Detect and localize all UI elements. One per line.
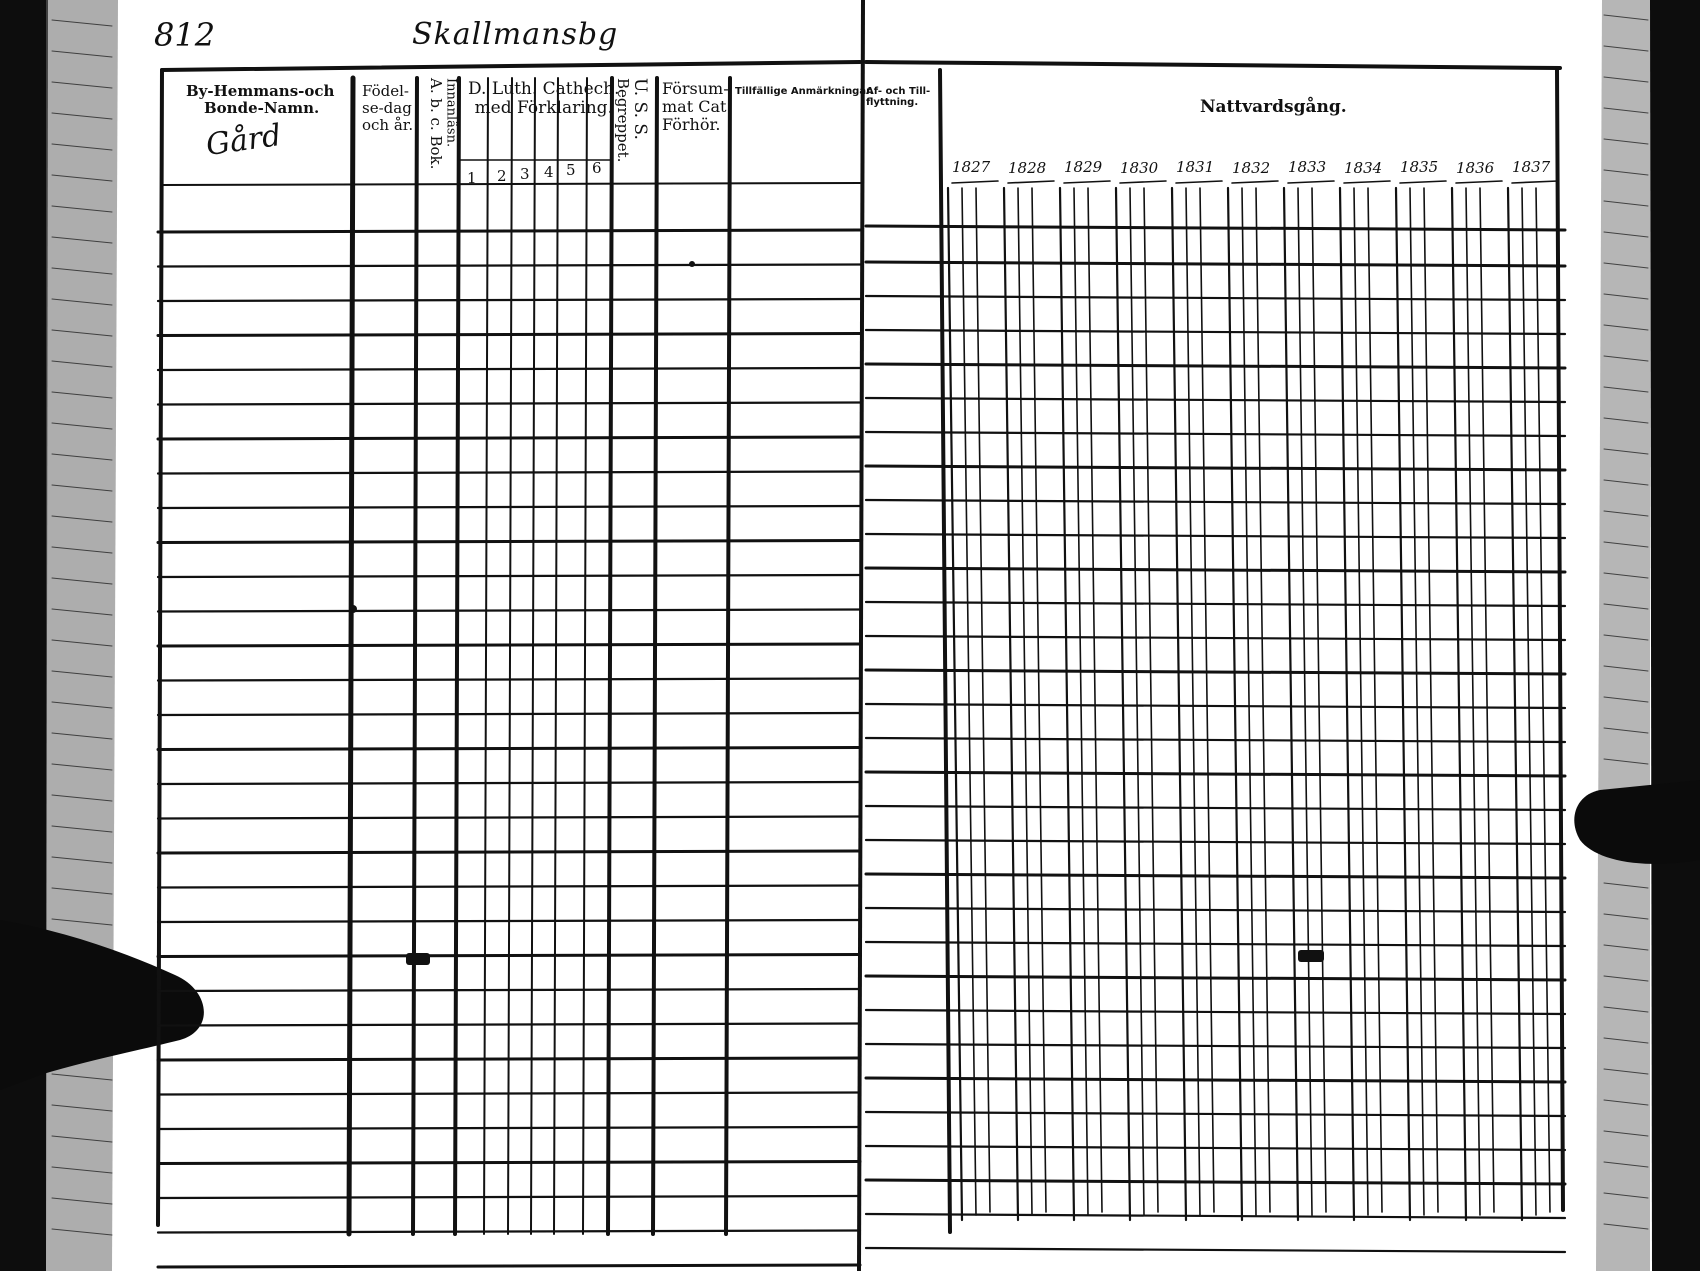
year-subcolumn-rule (1200, 188, 1214, 1212)
ink-blot (1298, 950, 1324, 962)
year-column-rule (1228, 188, 1242, 1220)
row-rule (158, 713, 860, 715)
row-rule (866, 364, 1565, 368)
year-subcolumn-rule (1242, 188, 1256, 1215)
year-underline (952, 181, 998, 183)
year-subcolumn-rule (1032, 188, 1046, 1212)
row-rule (158, 437, 860, 439)
column-rule (531, 78, 535, 1234)
communion-year-label: 1828 (1008, 159, 1047, 177)
row-rule (158, 1265, 860, 1267)
communion-year-label: 1834 (1344, 159, 1383, 177)
header-tillfallige: Tillfällige Anmärkningar. (735, 86, 874, 97)
left-ledger-grid (158, 62, 860, 1271)
year-subcolumn-rule (1130, 188, 1144, 1215)
header-rule (866, 226, 1565, 230)
header-birth-column (362, 83, 413, 133)
year-subcolumn-rule (1144, 188, 1158, 1212)
row-rule (866, 1180, 1565, 1184)
luther-subcolumn-number: 3 (520, 165, 530, 183)
row-rule (158, 575, 860, 577)
year-underline (1120, 181, 1166, 183)
row-rule (158, 782, 860, 784)
header-af-tillflyttning (866, 86, 930, 108)
year-subcolumn-rule (1368, 188, 1382, 1212)
header-birth-line2: se-dag (362, 98, 412, 117)
luther-subcolumn-number: 2 (497, 167, 507, 185)
header-name-line2: Bonde-Namn. (204, 98, 320, 117)
communion-year-label: 1831 (1176, 158, 1215, 176)
header-name-column (186, 83, 334, 117)
year-subcolumn-rule (1088, 188, 1102, 1212)
year-underline (1400, 181, 1446, 183)
header-forsummat-line2: mat Cat. (662, 96, 732, 116)
row-rule (866, 670, 1565, 674)
column-rule (726, 78, 730, 1234)
year-subcolumn-rule (1312, 188, 1326, 1212)
communion-year-label: 1829 (1064, 158, 1103, 176)
column-rule (653, 78, 657, 1234)
communion-year-label: 1836 (1456, 159, 1495, 177)
place-title: Skallmansbg (412, 17, 619, 52)
luther-subcolumn-number: 5 (566, 161, 576, 179)
page-number: 812 (154, 16, 216, 54)
year-underline (1456, 181, 1502, 183)
row-rule (158, 886, 860, 888)
row-rule (158, 679, 860, 681)
row-rule (866, 1078, 1565, 1082)
header-forsummat (662, 80, 732, 134)
year-subcolumn-rule (1466, 188, 1480, 1215)
column-rule (484, 78, 488, 1234)
row-rule (866, 466, 1565, 470)
year-column-rule (1340, 188, 1354, 1220)
year-underline (1344, 181, 1390, 183)
luther-subcolumn-number: 6 (592, 159, 602, 177)
column-rule (583, 78, 587, 1234)
year-column-rule (1060, 188, 1074, 1220)
year-underline (1008, 181, 1054, 183)
row-rule (158, 644, 860, 646)
header-name-line1: By-Hemmans-och (186, 82, 335, 100)
column-rule (608, 78, 612, 1234)
row-rule (866, 1010, 1565, 1014)
header-forsummat-line1: Försum- (662, 79, 729, 98)
row-rule (866, 1044, 1565, 1048)
row-rule (158, 1093, 860, 1095)
row-rule (158, 1024, 860, 1026)
header-birth-line1: Födel- (362, 82, 409, 100)
communion-year-label: 1827 (952, 158, 991, 176)
row-rule (158, 817, 860, 819)
year-subcolumn-rule (1354, 188, 1368, 1215)
year-column-rule (1284, 188, 1298, 1220)
top-border-line (866, 62, 1560, 68)
year-underline (1288, 181, 1334, 183)
year-column-rule (1116, 188, 1130, 1220)
row-rule (158, 1231, 860, 1233)
row-rule (158, 851, 860, 853)
row-rule (866, 602, 1565, 606)
top-border-line (162, 62, 860, 70)
row-rule (158, 1162, 860, 1164)
row-rule (158, 506, 860, 508)
header-luther-line1: D. Luth. Cathech. (468, 79, 620, 99)
year-subcolumn-rule (962, 188, 976, 1215)
year-subcolumn-rule (1298, 188, 1312, 1215)
header-af-line1: Af- och Till- (866, 86, 931, 97)
header-abc-book: A. b. c. Bok. (426, 78, 445, 170)
header-uss: U. S. S. (630, 78, 651, 140)
left-border-line (158, 70, 162, 1225)
row-rule (866, 330, 1565, 334)
row-rule (158, 368, 860, 370)
row-rule (866, 534, 1565, 538)
right-thumb-shadow (1574, 780, 1700, 864)
year-subcolumn-rule (1074, 188, 1088, 1215)
year-subcolumn-rule (1424, 188, 1438, 1212)
row-rule (158, 403, 860, 405)
left-page-stack (46, 0, 118, 1271)
luther-subcolumn-number: 4 (544, 163, 554, 181)
handwritten-gard: Gård (203, 117, 284, 164)
row-rule (158, 1058, 860, 1060)
row-rule (866, 1146, 1565, 1150)
year-subcolumn-rule (1186, 188, 1200, 1215)
header-af-line2: flyttning. (866, 97, 919, 109)
row-rule (158, 299, 860, 301)
right-page-edge (1650, 0, 1700, 1271)
year-subcolumn-rule (1256, 188, 1270, 1212)
year-column-rule (1452, 188, 1466, 1220)
row-rule (866, 908, 1565, 912)
row-rule (866, 636, 1565, 640)
row-rule (866, 942, 1565, 946)
row-rule (158, 989, 860, 991)
row-rule (866, 432, 1565, 436)
row-rule (158, 472, 860, 474)
year-underline (1232, 181, 1278, 183)
row-rule (866, 262, 1565, 266)
year-column-rule (1172, 188, 1186, 1220)
row-rule (866, 1248, 1565, 1252)
year-subcolumn-rule (1536, 188, 1550, 1212)
communion-year-label: 1832 (1232, 159, 1271, 177)
header-forsummat-line3: Förhör. (662, 114, 721, 134)
row-rule (158, 334, 860, 336)
row-rule (866, 1112, 1565, 1116)
communion-year-label: 1835 (1400, 158, 1439, 176)
row-rule (866, 568, 1565, 572)
header-birth-line3: och år. (362, 115, 414, 134)
row-rule (866, 398, 1565, 402)
year-column-rule (1508, 188, 1522, 1220)
luther-subcolumn-number: 1 (467, 169, 477, 187)
ink-dot (689, 261, 695, 267)
communion-year-label: 1830 (1120, 159, 1159, 177)
row-rule (158, 265, 860, 267)
row-rule (866, 296, 1565, 300)
header-luther-catechism (468, 80, 620, 118)
year-subcolumn-rule (1018, 188, 1032, 1215)
row-rule (158, 1127, 860, 1129)
header-begreppet: Begreppet. (613, 78, 632, 163)
row-rule (158, 920, 860, 922)
header-innanlasn: Innanläsn. (443, 78, 459, 148)
header-nattvardsgang: Nattvardsgång. (1200, 97, 1347, 117)
row-rule (866, 1214, 1565, 1218)
header-luther-line2: med Förklaring. (474, 98, 613, 119)
year-underline (1512, 181, 1558, 183)
row-rule (866, 704, 1565, 708)
year-column-rule (1396, 188, 1410, 1220)
row-rule (158, 748, 860, 750)
ink-blot (406, 953, 430, 965)
header-rule (162, 183, 860, 185)
year-underline (1064, 181, 1110, 183)
ink-dot (349, 605, 357, 613)
book-gutter (859, 0, 863, 1271)
right-ledger-grid (866, 62, 1565, 1271)
row-rule (158, 610, 860, 612)
column-rule (554, 78, 558, 1234)
column-rule (508, 78, 512, 1234)
year-underline (1176, 181, 1222, 183)
row-rule (158, 955, 860, 957)
communion-year-label: 1833 (1288, 158, 1327, 176)
communion-year-label: 1837 (1512, 158, 1551, 176)
row-rule (158, 230, 860, 232)
row-rule (866, 500, 1565, 504)
row-rule (158, 1196, 860, 1198)
year-subcolumn-rule (1522, 188, 1536, 1215)
row-rule (866, 976, 1565, 980)
row-rule (158, 541, 860, 543)
year-subcolumn-rule (1410, 188, 1424, 1215)
year-subcolumn-rule (976, 188, 990, 1212)
year-subcolumn-rule (1480, 188, 1494, 1212)
